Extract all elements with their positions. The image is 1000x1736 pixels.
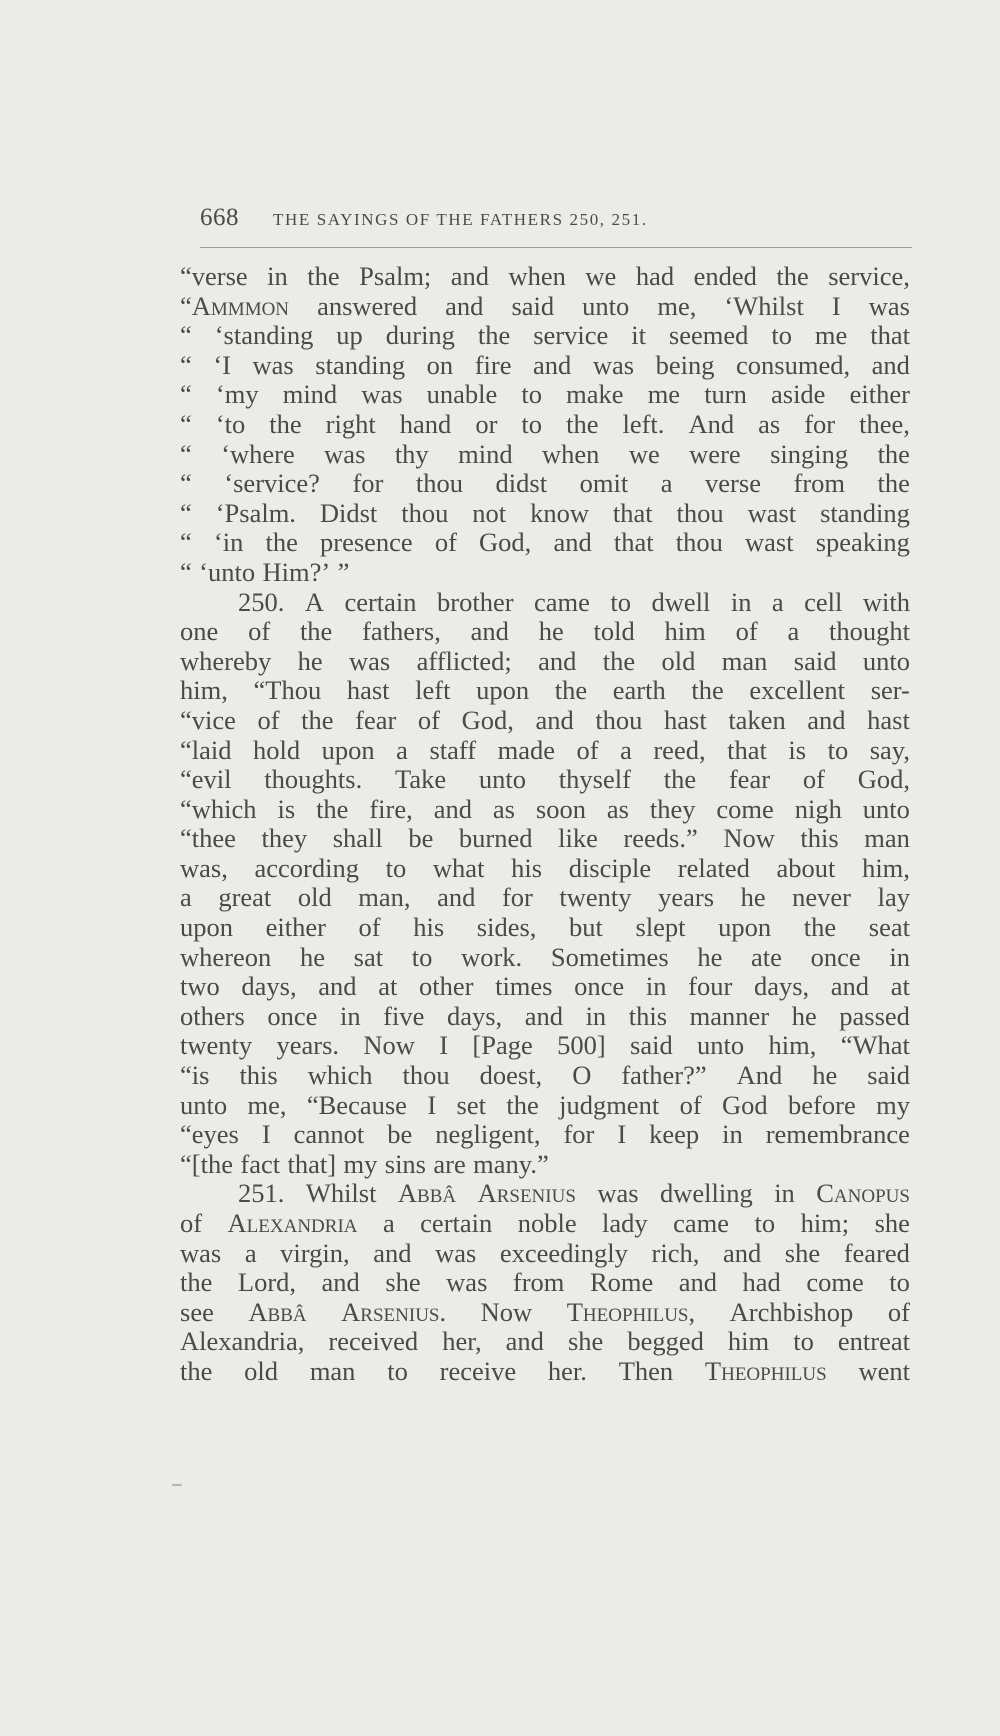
text-line: “[the fact that] my sins are many.” bbox=[180, 1148, 549, 1179]
text-line: of Alexandria a certain noble lady came to him; she bbox=[180, 1208, 910, 1238]
page-number: 668 bbox=[200, 204, 239, 231]
text-line: one of the fathers, and he told him of a thought bbox=[180, 616, 910, 647]
text-line: “Ammmon answered and said unto me, ‘Whilst I was bbox=[180, 290, 910, 321]
body-text bbox=[180, 262, 910, 1387]
text-line: a great old man, and for twenty years he never lay bbox=[180, 882, 910, 913]
text-line: was a virgin, and was exceedingly rich, and she feared bbox=[180, 1237, 910, 1268]
text-line: “ ‘service? for thou didst omit a verse from the bbox=[180, 468, 910, 499]
text-line: Alexandria, received her, and she begged him to entreat bbox=[180, 1326, 910, 1357]
text-line: twenty years. Now I [Page 500] said unto him, “What bbox=[180, 1030, 910, 1061]
running-title: THE SAYINGS OF THE FATHERS 250, 251. bbox=[273, 210, 648, 229]
text-line: “is this which thou doest, O father?” And he said bbox=[180, 1060, 910, 1091]
text-line: him, “Thou hast left upon the earth the excellent ser- bbox=[180, 675, 910, 706]
text-line: “ ‘unto Him?’ ” bbox=[180, 556, 350, 587]
text-line: others once in five days, and in this manner he passed bbox=[180, 1000, 910, 1031]
text-line: the Lord, and she was from Rome and had come to bbox=[180, 1267, 910, 1298]
text-line: was, according to what his disciple related about him, bbox=[180, 852, 910, 883]
text-line: “ ‘in the presence of God, and that thou wast speaking bbox=[180, 527, 910, 558]
text-line: “ ‘Psalm. Didst thou not know that thou wast standing bbox=[180, 497, 910, 528]
text-line: 251. Whilst Abbâ Arsenius was dwelling in Canopus bbox=[238, 1178, 910, 1209]
text-line: upon either of his sides, but slept upon the seat bbox=[180, 912, 910, 943]
text-line: “ ‘I was standing on fire and was being consumed, and bbox=[180, 349, 910, 380]
page-mark bbox=[172, 1484, 182, 1486]
text-line: “eyes I cannot be negligent, for I keep in remembrance bbox=[180, 1119, 910, 1150]
text-line: two days, and at other times once in four days, and at bbox=[180, 971, 910, 1002]
text-line: see Abbâ Arsenius. Now Theophilus, Archbishop of bbox=[180, 1296, 910, 1327]
text-line: 250. A certain brother came to dwell in a cell with bbox=[238, 586, 910, 617]
text-line: “thee they shall be burned like reeds.” Now this man bbox=[180, 823, 910, 854]
text-line: “laid hold upon a staff made of a reed, that is to say, bbox=[180, 734, 910, 765]
text-line: “which is the fire, and as soon as they come nigh unto bbox=[180, 793, 910, 824]
text-line: “ ‘standing up during the service it seemed to me that bbox=[180, 320, 910, 351]
text-line: “ ‘my mind was unable to make me turn aside either bbox=[180, 379, 910, 410]
header-rule bbox=[200, 247, 912, 248]
text-line: “evil thoughts. Take unto thyself the fear of God, bbox=[180, 764, 910, 795]
page-header bbox=[200, 204, 912, 232]
text-line: whereon he sat to work. Sometimes he ate once in bbox=[180, 941, 910, 972]
text-line: “vice of the fear of God, and thou hast taken and hast bbox=[180, 704, 910, 735]
text-line: “ ‘to the right hand or to the left. And as for thee, bbox=[180, 408, 910, 439]
text-line: the old man to receive her. Then Theophilus went bbox=[180, 1355, 910, 1386]
text-line: unto me, “Because I set the judgment of God before my bbox=[180, 1089, 910, 1120]
text-line: “verse in the Psalm; and when we had ended the service, bbox=[180, 261, 910, 291]
text-line: whereby he was afflicted; and the old man said unto bbox=[180, 645, 910, 676]
text-line: “ ‘where was thy mind when we were singing the bbox=[180, 438, 910, 469]
